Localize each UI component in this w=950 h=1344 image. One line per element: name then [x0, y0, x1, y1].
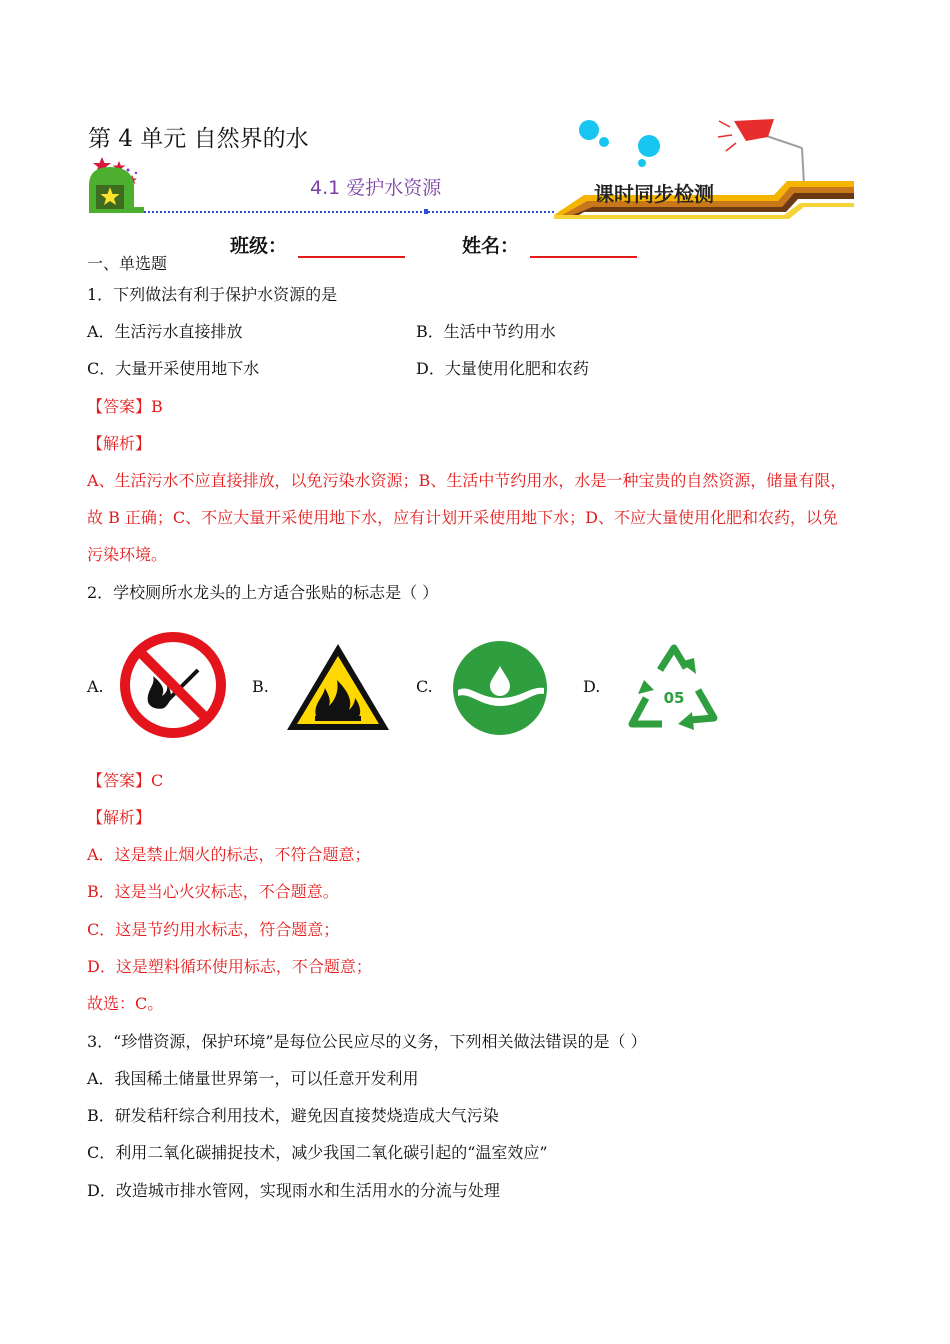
class-field[interactable] — [298, 234, 405, 258]
unit-title: 第 4 单元 自然界的水 — [88, 126, 309, 152]
answer-tag: 【答案】 — [87, 771, 152, 790]
q1-option-d: D．大量使用化肥和农药 — [416, 359, 589, 378]
q3-option-a: A．我国稀土储量世界第一，可以任意开发利用 — [87, 1069, 419, 1088]
q2-analysis-line: C．这是节约用水标志，符合题意； — [87, 920, 340, 939]
q2-analysis-line: A．这是禁止烟火的标志，不符合题意； — [87, 845, 371, 864]
q2-option-c-letter: C. — [416, 677, 433, 696]
q2-analysis-tag: 【解析】 — [87, 808, 152, 827]
q1-analysis-line: 污染环境。 — [87, 545, 168, 564]
q1-analysis-line: 故 B 正确；C、不应大量开采使用地下水，应有计划开采使用地下水；D、不应大量使用化肥和农药，以免 — [87, 508, 839, 527]
q2-stem: 2．学校厕所水龙头的上方适合张贴的标志是（ ） — [87, 583, 439, 602]
q1-option-a: A．生活污水直接排放 — [87, 322, 243, 341]
fire-warning-sign-icon — [283, 640, 393, 735]
banner-text: 课时同步检测 — [594, 182, 714, 206]
q1-answer-line — [87, 397, 163, 417]
name-field[interactable] — [530, 234, 637, 258]
recycle-sign-icon — [620, 640, 728, 736]
class-label: 班级： — [230, 235, 288, 257]
q3-stem: 3．“珍惜资源，保护环境”是每位公民应尽的义务，下列相关做法错误的是（ ） — [87, 1032, 647, 1051]
section-title: 4.1 爱护水资源 — [310, 177, 442, 199]
q1-answer: B — [151, 397, 163, 416]
q1-option-b: B．生活中节约用水 — [416, 322, 556, 341]
q2-answer: C — [151, 771, 164, 790]
header-banner-graphic — [84, 115, 864, 220]
q2-analysis-line: D．这是塑料循环使用标志，不合题意； — [87, 957, 372, 976]
lamp-icon — [718, 119, 804, 185]
q3-option-d: D．改造城市排水管网，实现雨水和生活用水的分流与处理 — [87, 1181, 500, 1200]
q2-answer-line — [87, 771, 163, 791]
q1-analysis-tag: 【解析】 — [87, 434, 152, 453]
water-saving-sign-icon — [452, 640, 548, 736]
q1-stem: 1．下列做法有利于保护水资源的是 — [87, 285, 338, 304]
bubbles-icon — [579, 120, 660, 167]
q3-option-b: B．研发秸秆综合利用技术，避免因直接焚烧造成大气污染 — [87, 1106, 499, 1125]
q1-option-c: C．大量开采使用地下水 — [87, 359, 260, 378]
answer-tag: 【答案】 — [87, 397, 152, 416]
name-label: 姓名： — [462, 235, 520, 257]
q2-analysis-line: 故选：C。 — [87, 994, 164, 1013]
q1-analysis-line: A、生活污水不应直接排放，以免污染水资源；B、生活中节约用水，水是一种宝贵的自然资源，储量有限， — [87, 471, 847, 490]
recycle-code: 05 — [663, 689, 685, 707]
q2-option-b-letter: B. — [252, 677, 269, 696]
q3-option-c: C．利用二氧化碳捕捉技术，减少我国二氧化碳引起的“温室效应” — [87, 1143, 548, 1162]
no-fire-sign-icon — [118, 630, 228, 740]
q2-option-d-letter: D. — [583, 677, 601, 696]
q2-analysis-line: B．这是当心火灾标志，不合题意。 — [87, 882, 339, 901]
section-label: 一、单选题 — [87, 254, 168, 273]
q2-option-a-letter: A. — [87, 677, 104, 696]
